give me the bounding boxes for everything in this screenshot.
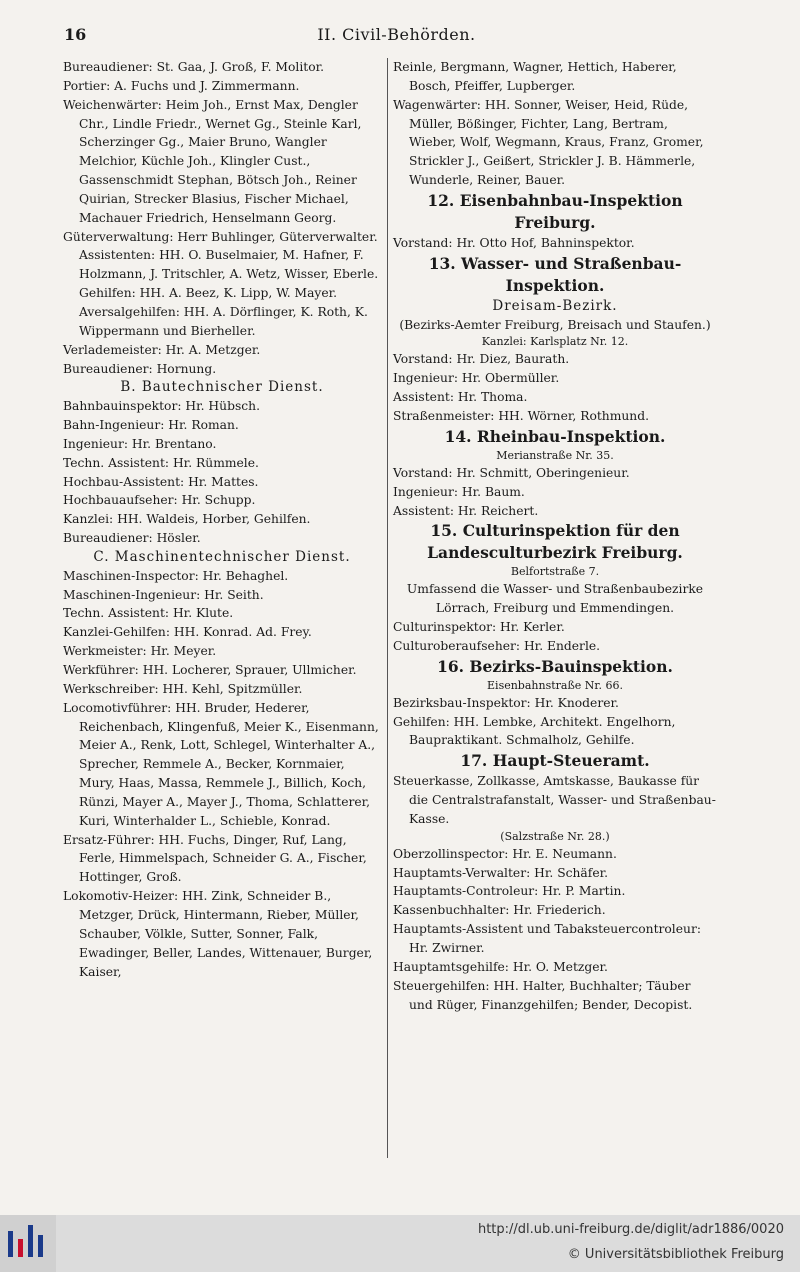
- entry-bureaudiener-3: Bureaudiener: Hösler.: [63, 531, 201, 546]
- entry-techn-assistent: Techn. Assistent: Hr. Rümmele.: [63, 455, 259, 470]
- entry-bahn-ingenieur: Bahn-Ingenieur: Hr. Roman.: [63, 418, 239, 433]
- entry-hauptamts-controleur-17: Hauptamts-Controleur: Hr. P. Martin.: [393, 884, 626, 899]
- entry-assistent-13: Assistent: Hr. Thoma.: [393, 390, 528, 405]
- right-column: [393, 58, 717, 1014]
- section-heading-13: 13. Wasser- und Straßenbau-Inspektion.: [428, 253, 682, 295]
- entry-strassenmeister-13: Straßenmeister: HH. Wörner, Rothmund.: [393, 408, 650, 423]
- entry-kanzlei: Kanzlei: HH. Waldeis, Horber, Gehilfen.: [63, 512, 311, 527]
- entry-hauptamtsgehilfe-17: Hauptamtsgehilfe: Hr. O. Metzger.: [393, 959, 608, 974]
- entry-culturinspektor-15: Culturinspektor: Hr. Kerler.: [393, 620, 565, 635]
- entry-techn-assistent-2: Techn. Assistent: Hr. Klute.: [63, 606, 234, 621]
- section-heading-15: 15. Culturinspektion für den Landesculturbezirk Freiburg.: [427, 521, 683, 563]
- subheading-maschinentechnischer-dienst: C. Maschinentechnischer Dienst.: [93, 548, 351, 565]
- copyright-text: © Universitätsbibliothek Freiburg: [567, 1247, 784, 1262]
- page-number: 16: [64, 25, 87, 44]
- page-header: [64, 22, 729, 48]
- viewer-footer: [0, 1215, 800, 1272]
- entry-ingenieur-13: Ingenieur: Hr. Obermüller.: [393, 371, 560, 386]
- entry-ersatz-fuehrer: Ersatz-Führer: HH. Fuchs, Dinger, Ruf, Lang, Ferle, Himmelspach, Schneider G. A., Fischer, Hottinger, Groß.: [63, 832, 367, 885]
- entry-vorstand-12: Vorstand: Hr. Otto Hof, Bahninspektor.: [393, 235, 635, 250]
- subheading-bautechnischer-dienst: B. Bautechnischer Dienst.: [120, 379, 324, 396]
- logo-bar-blue-3: [38, 1235, 43, 1257]
- entry-kassenbuchhalter-17: Kassenbuchhalter: Hr. Friederich.: [393, 903, 606, 918]
- entry-hochbauaufseher: Hochbauaufseher: Hr. Schupp.: [63, 493, 256, 508]
- entry-steuergehilfen-17: Steuergehilfen: HH. Halter, Buchhalter; Täuber und Rüger, Finanzgehilfen; Bender, Decopist.: [393, 978, 693, 1012]
- entry-bahnbauinspektor: Bahnbauinspektor: Hr. Hübsch.: [63, 399, 260, 414]
- entry-bureaudiener: Bureaudiener: St. Gaa, J. Groß, F. Molitor.: [63, 60, 325, 74]
- entry-werkmeister: Werkmeister: Hr. Meyer.: [63, 644, 217, 659]
- entry-maschinen-inspector: Maschinen-Inspector: Hr. Behaghel.: [63, 568, 289, 583]
- entry-culturoberaufseher-15: Culturoberaufseher: Hr. Enderle.: [393, 638, 601, 653]
- address-14: Merianstraße Nr. 35.: [496, 448, 614, 462]
- note-umfassend-15: Umfassend die Wasser- und Straßenbaubezirke Lörrach, Freiburg und Emmendingen.: [406, 582, 704, 616]
- running-title: II. Civil-Behörden.: [317, 25, 476, 44]
- entry-bezirksbau-inspektor-16: Bezirksbau-Inspektor: Hr. Knoderer.: [393, 695, 619, 710]
- entry-locomotivfuehrer: Locomotivführer: HH. Bruder, Hederer, Reichenbach, Klingenfuß, Meier K., Eisenmann, Meier A., Renk, Lott, Schlegel, Winterhalter A., Sprecher, Remmele A., Becker, Kornmaier, Mury, Haas, Massa, Remmele J., Billich, Koch, Rünzi, Mayer A., Mayer J., Thoma, Schlatterer, Kuri, Winterhalder L., Schieble, Konrad.: [63, 700, 379, 828]
- permalink-url[interactable]: http://dl.ub.uni-freiburg.de/diglit/adr1886/0020: [477, 1222, 784, 1237]
- note-bezirks-aemter: (Bezirks-Aemter Freiburg, Breisach und Staufen.): [399, 317, 711, 332]
- address-15: Belfortstraße 7.: [510, 565, 600, 579]
- entry-bureaudiener-2: Bureaudiener: Hornung.: [63, 361, 217, 376]
- section-heading-17: 17. Haupt-Steueramt.: [460, 751, 650, 771]
- subheading-dreisam-bezirk: Dreisam-Bezirk.: [492, 297, 618, 314]
- entry-hauptamts-assistent-17: Hauptamts-Assistent und Tabaksteuercontroleur: Hr. Zwirner.: [393, 922, 701, 955]
- logo-bar-blue-1: [8, 1231, 13, 1257]
- entry-portier: Portier: A. Fuchs und J. Zimmermann.: [63, 78, 300, 93]
- library-logo-icon[interactable]: [0, 1215, 56, 1272]
- entry-weichenwaerter: Weichenwärter: Heim Joh., Ernst Max, Dengler Chr., Lindle Friedr., Wernet Gg., Steinle Karl, Scherzinger Gg., Maier Bruno, Wangler Melchior, Küchle Joh., Klingler Cust., Gassenschmidt Stephan, Bötsch Joh., Reiner Quirian, Strecker Blasius, Fischer Michael, Machauer Friedrich, Henselmann Georg.: [63, 97, 362, 225]
- logo-bar-blue-2: [28, 1225, 33, 1257]
- entry-lokomotiv-heizer: Lokomotiv-Heizer: HH. Zink, Schneider B., Metzger, Drück, Hintermann, Rieber, Müller, Schauber, Völkle, Sutter, Sonner, Falk, Ewadinger, Beller, Landes, Wittenauer, Burger, Kaiser,: [63, 889, 373, 979]
- section-heading-16: 16. Bezirks-Bauinspektion.: [437, 656, 673, 676]
- entry-hauptamts-verwalter-17: Hauptamts-Verwalter: Hr. Schäfer.: [393, 865, 609, 880]
- address-kanzlei-13: Kanzlei: Karlsplatz Nr. 12.: [481, 335, 629, 349]
- entry-kanzlei-gehilfen: Kanzlei-Gehilfen: HH. Konrad. Ad. Frey.: [63, 625, 312, 640]
- column-divider: [387, 58, 388, 1158]
- address-17: (Salzstraße Nr. 28.): [500, 829, 610, 843]
- entry-wagenwaerter: Wagenwärter: HH. Sonner, Weiser, Heid, Rüde, Müller, Bößinger, Fichter, Lang, Bertram, Wieber, Wolf, Wegmann, Kraus, Franz, Gromer, Strickler J., Geißert, Strickler J. B. Hämmerle, Wunderle, Reiner, Bauer.: [393, 97, 704, 188]
- entry-vorstand-13: Vorstand: Hr. Diez, Baurath.: [393, 352, 570, 367]
- entry-hochbau-assistent: Hochbau-Assistent: Hr. Mattes.: [63, 474, 259, 489]
- entry-werkfuehrer: Werkführer: HH. Locherer, Sprauer, Ullmicher.: [63, 663, 357, 677]
- note-kassen-17: Steuerkasse, Zollkasse, Amtskasse, Baukasse für die Centralstrafanstalt, Wasser- und Straßenbau-Kasse.: [393, 774, 716, 826]
- entry-vorstand-14: Vorstand: Hr. Schmitt, Oberingenieur.: [393, 465, 630, 480]
- entry-verlademeister: Verlademeister: Hr. A. Metzger.: [63, 342, 261, 357]
- entry-ingenieur: Ingenieur: Hr. Brentano.: [63, 436, 217, 451]
- entry-oberzollinspector-17: Oberzollinspector: Hr. E. Neumann.: [393, 846, 617, 861]
- section-heading-12: 12. Eisenbahnbau-Inspektion Freiburg.: [427, 190, 683, 232]
- address-16: Eisenbahnstraße Nr. 66.: [487, 678, 623, 692]
- entry-werkschreiber: Werkschreiber: HH. Kehl, Spitzmüller.: [63, 681, 303, 696]
- entry-maschinen-ingenieur: Maschinen-Ingenieur: Hr. Seith.: [63, 587, 264, 602]
- entry-ingenieur-14: Ingenieur: Hr. Baum.: [393, 484, 525, 499]
- entry-heizer-continued: Reinle, Bergmann, Wagner, Hettich, Haberer, Bosch, Pfeiffer, Lupberger.: [393, 60, 677, 93]
- left-column: [63, 58, 381, 981]
- section-heading-14: 14. Rheinbau-Inspektion.: [444, 426, 666, 446]
- entry-gueterverwaltung: Güterverwaltung: Herr Buhlinger, Güterverwalter. Assistenten: HH. O. Buselmaier, M. Hafner, F. Holzmann, J. Tritschler, A. Wetz, Wisser, Eberle. Gehilfen: HH. A. Beez, K. Lipp, W. Mayer. Aversalgehilfen: HH. A. Dörflinger, K. Roth, K. Wippermann und Bierheller.: [63, 229, 379, 338]
- entry-gehilfen-16: Gehilfen: HH. Lembke, Architekt. Engelhorn, Baupraktikant. Schmalholz, Gehilfe.: [393, 714, 676, 748]
- entry-assistent-14: Assistent: Hr. Reichert.: [393, 503, 539, 518]
- logo-bar-red: [18, 1239, 23, 1257]
